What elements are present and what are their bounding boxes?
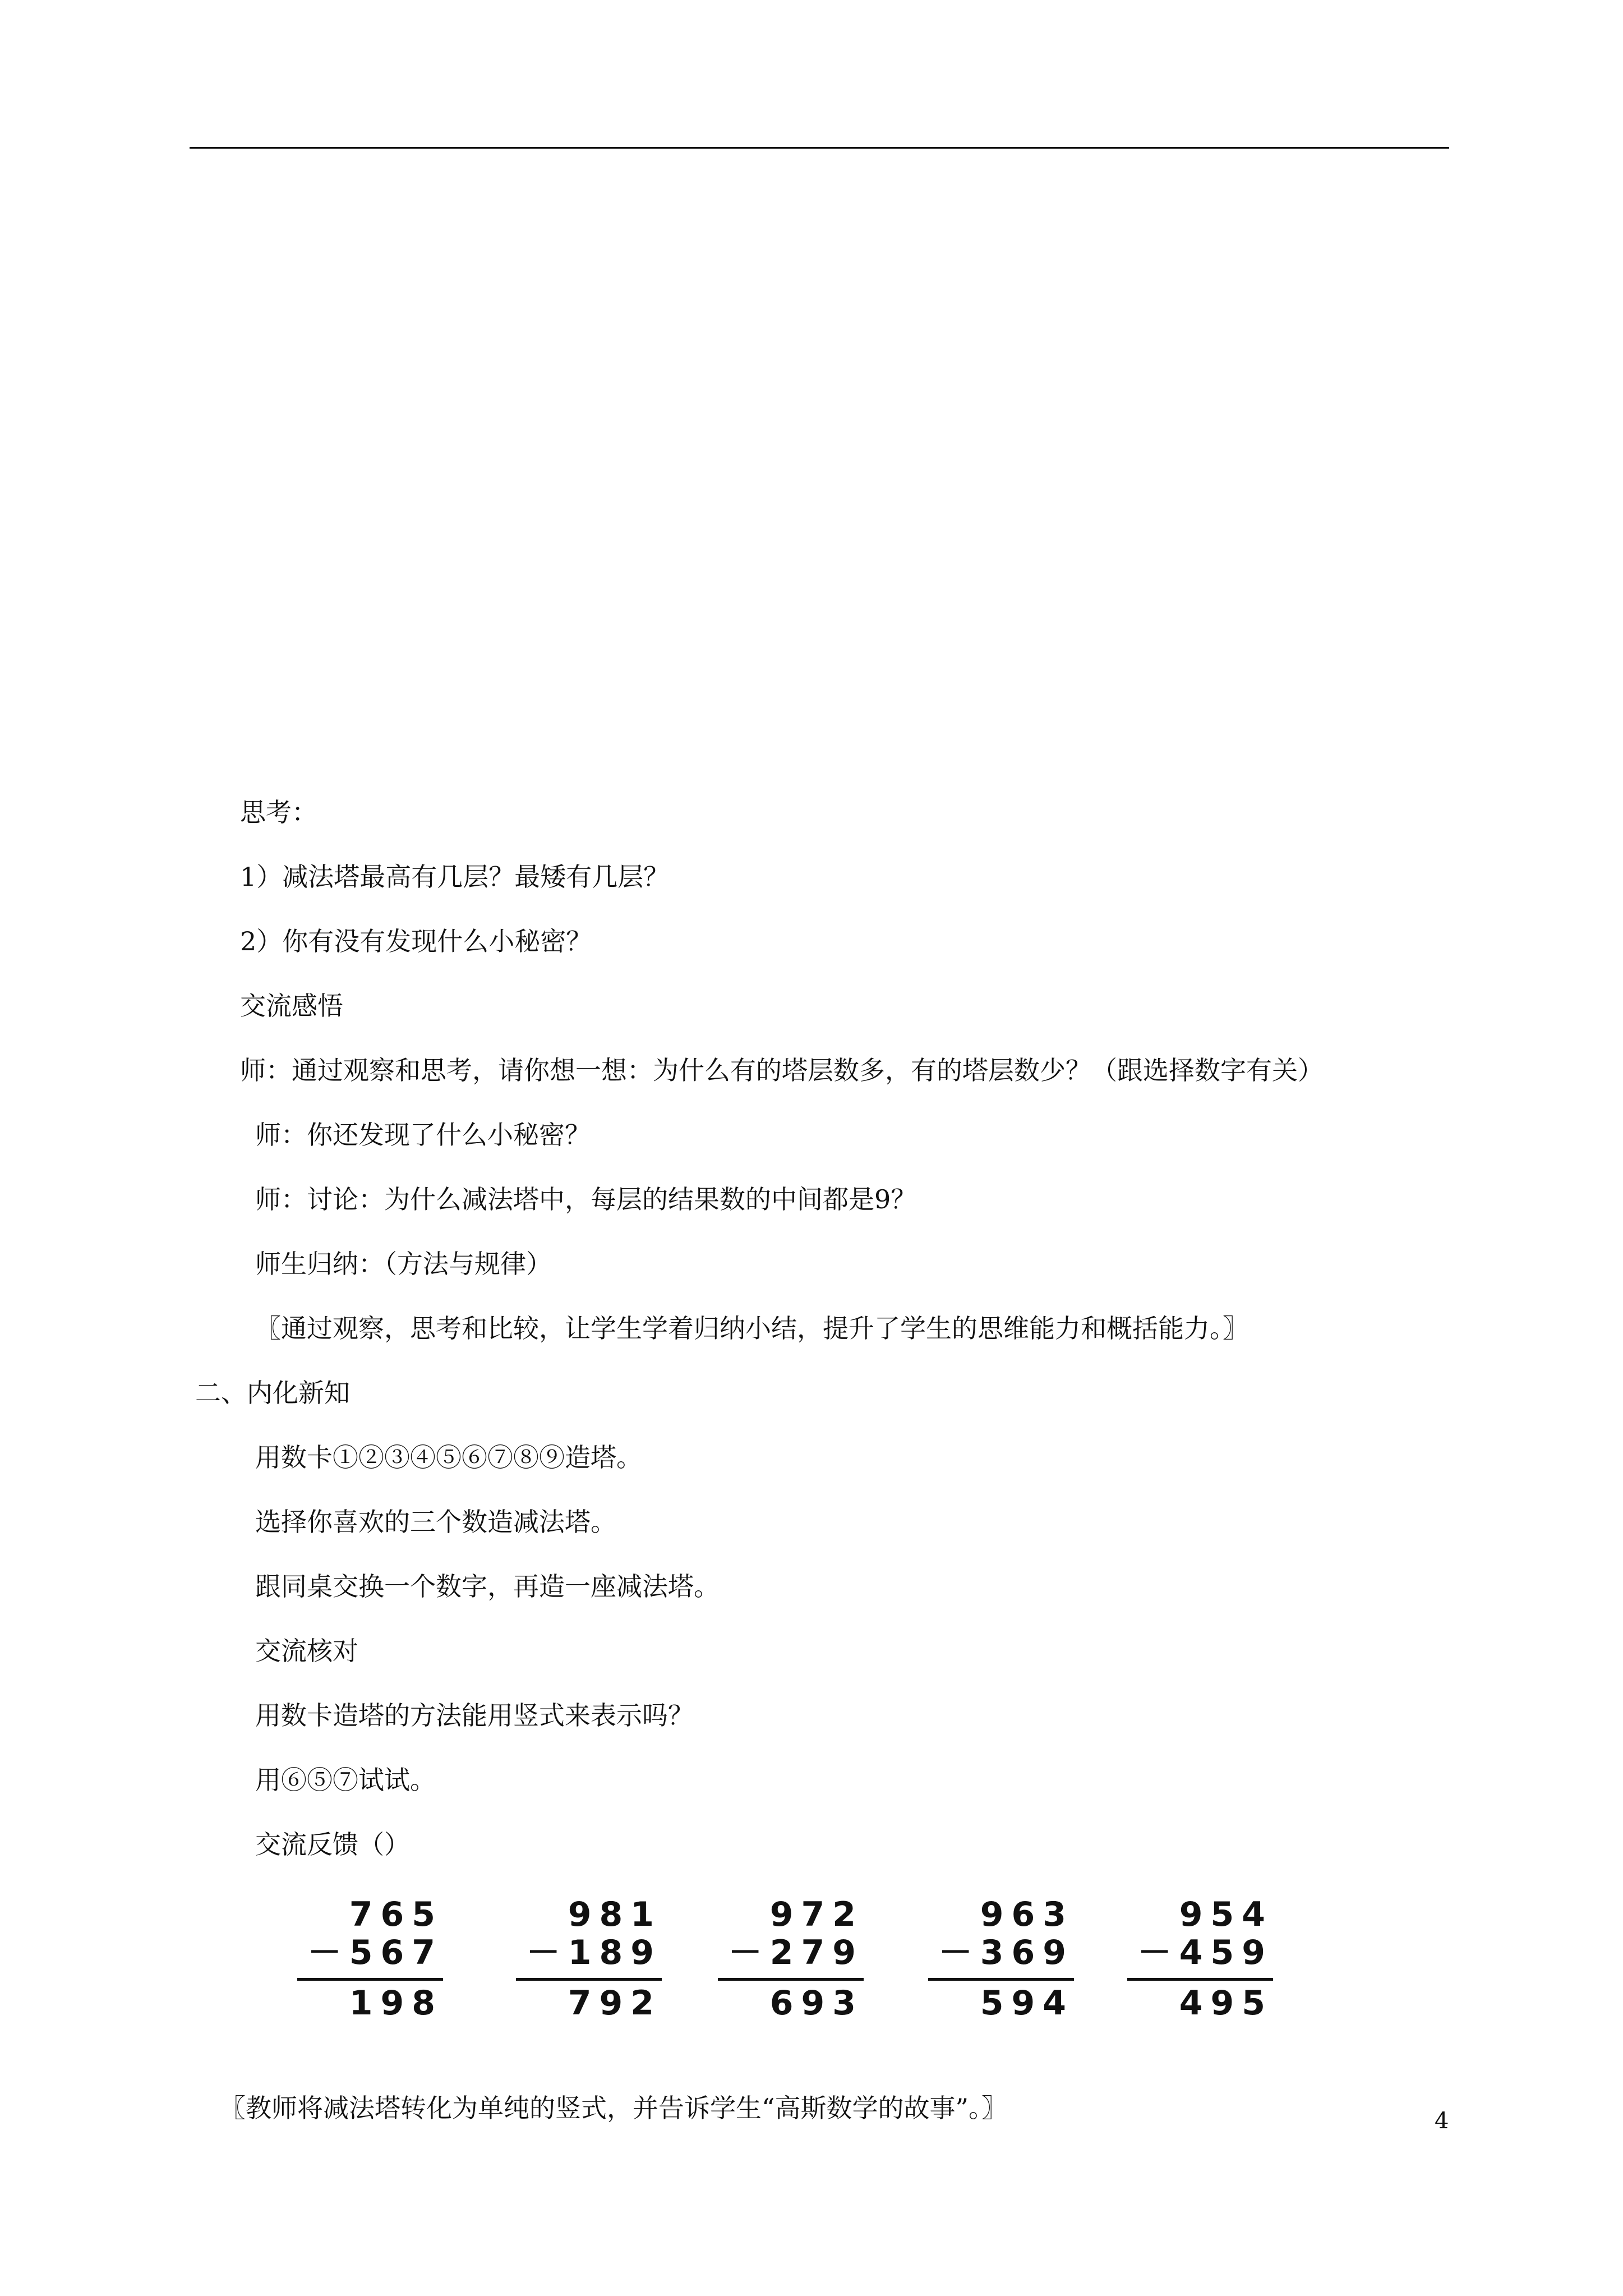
- page-number: 4: [1435, 2108, 1449, 2134]
- paragraph: 〖通过观察，思考和比较，让学生学着归纳小结，提升了学生的思维能力和概括能力。〗: [255, 1313, 1248, 1343]
- paragraph: 师生归纳：（方法与规律）: [255, 1249, 552, 1279]
- paragraph: 师：你还发现了什么小秘密？: [255, 1120, 591, 1150]
- paragraph: 用数卡造塔的方法能用竖式来表示吗？: [255, 1700, 694, 1731]
- paragraph: 交流核对: [255, 1636, 358, 1666]
- difference: 693: [769, 1984, 864, 2023]
- paragraph: 用⑥⑤⑦试试。: [255, 1765, 436, 1795]
- paragraph: 2）你有没有发现什么小秘密？: [240, 926, 592, 956]
- subtrahend: －567: [307, 1933, 443, 1972]
- minuend: 765: [349, 1895, 443, 1934]
- paragraph: 〖教师将减法塔转化为单纯的竖式，并告诉学生“高斯数学的故事”。〗: [220, 2093, 1008, 2123]
- header-rule: [190, 147, 1449, 149]
- result-line: [297, 1978, 443, 1981]
- subtraction-problem: [695, 1895, 864, 2030]
- minuend: 963: [980, 1895, 1074, 1934]
- paragraph: 交流感悟: [240, 991, 343, 1021]
- difference: 792: [568, 1984, 662, 2023]
- subtraction-problem: [1105, 1895, 1273, 2030]
- difference: 594: [980, 1984, 1074, 2023]
- difference: 198: [349, 1984, 443, 2023]
- minuend: 972: [769, 1895, 864, 1934]
- paragraph: 跟同桌交换一个数字，再造一座减法塔。: [255, 1571, 720, 1602]
- paragraph: 用数卡①②③④⑤⑥⑦⑧⑨造塔。: [255, 1442, 642, 1473]
- subtrahend: －189: [526, 1933, 662, 1972]
- result-line: [928, 1978, 1074, 1981]
- result-line: [718, 1978, 864, 1981]
- subtrahend: －279: [728, 1933, 864, 1972]
- minuend: 954: [1179, 1895, 1273, 1934]
- subtrahend: －369: [938, 1933, 1074, 1972]
- subtrahend: －459: [1137, 1933, 1273, 1972]
- minuend: 981: [568, 1895, 662, 1934]
- result-line: [516, 1978, 662, 1981]
- result-line: [1127, 1978, 1273, 1981]
- paragraph: 1）减法塔最高有几层？最矮有几层？: [240, 862, 670, 892]
- difference: 495: [1179, 1984, 1273, 2023]
- paragraph: 选择你喜欢的三个数造减法塔。: [255, 1507, 616, 1537]
- paragraph: 师：讨论：为什么减法塔中，每层的结果数的中间都是9？: [255, 1184, 917, 1214]
- subtraction-problem: [906, 1895, 1074, 2030]
- paragraph: 思考：: [240, 797, 317, 827]
- paragraph: 师：通过观察和思考，请你想一想：为什么有的塔层数多，有的塔层数少？（跟选择数字有关）: [240, 1055, 1324, 1085]
- subtraction-problem: [494, 1895, 662, 2030]
- paragraph: 二、内化新知: [195, 1378, 350, 1408]
- subtraction-problem: [275, 1895, 443, 2030]
- paragraph: 交流反馈（）: [255, 1829, 410, 1860]
